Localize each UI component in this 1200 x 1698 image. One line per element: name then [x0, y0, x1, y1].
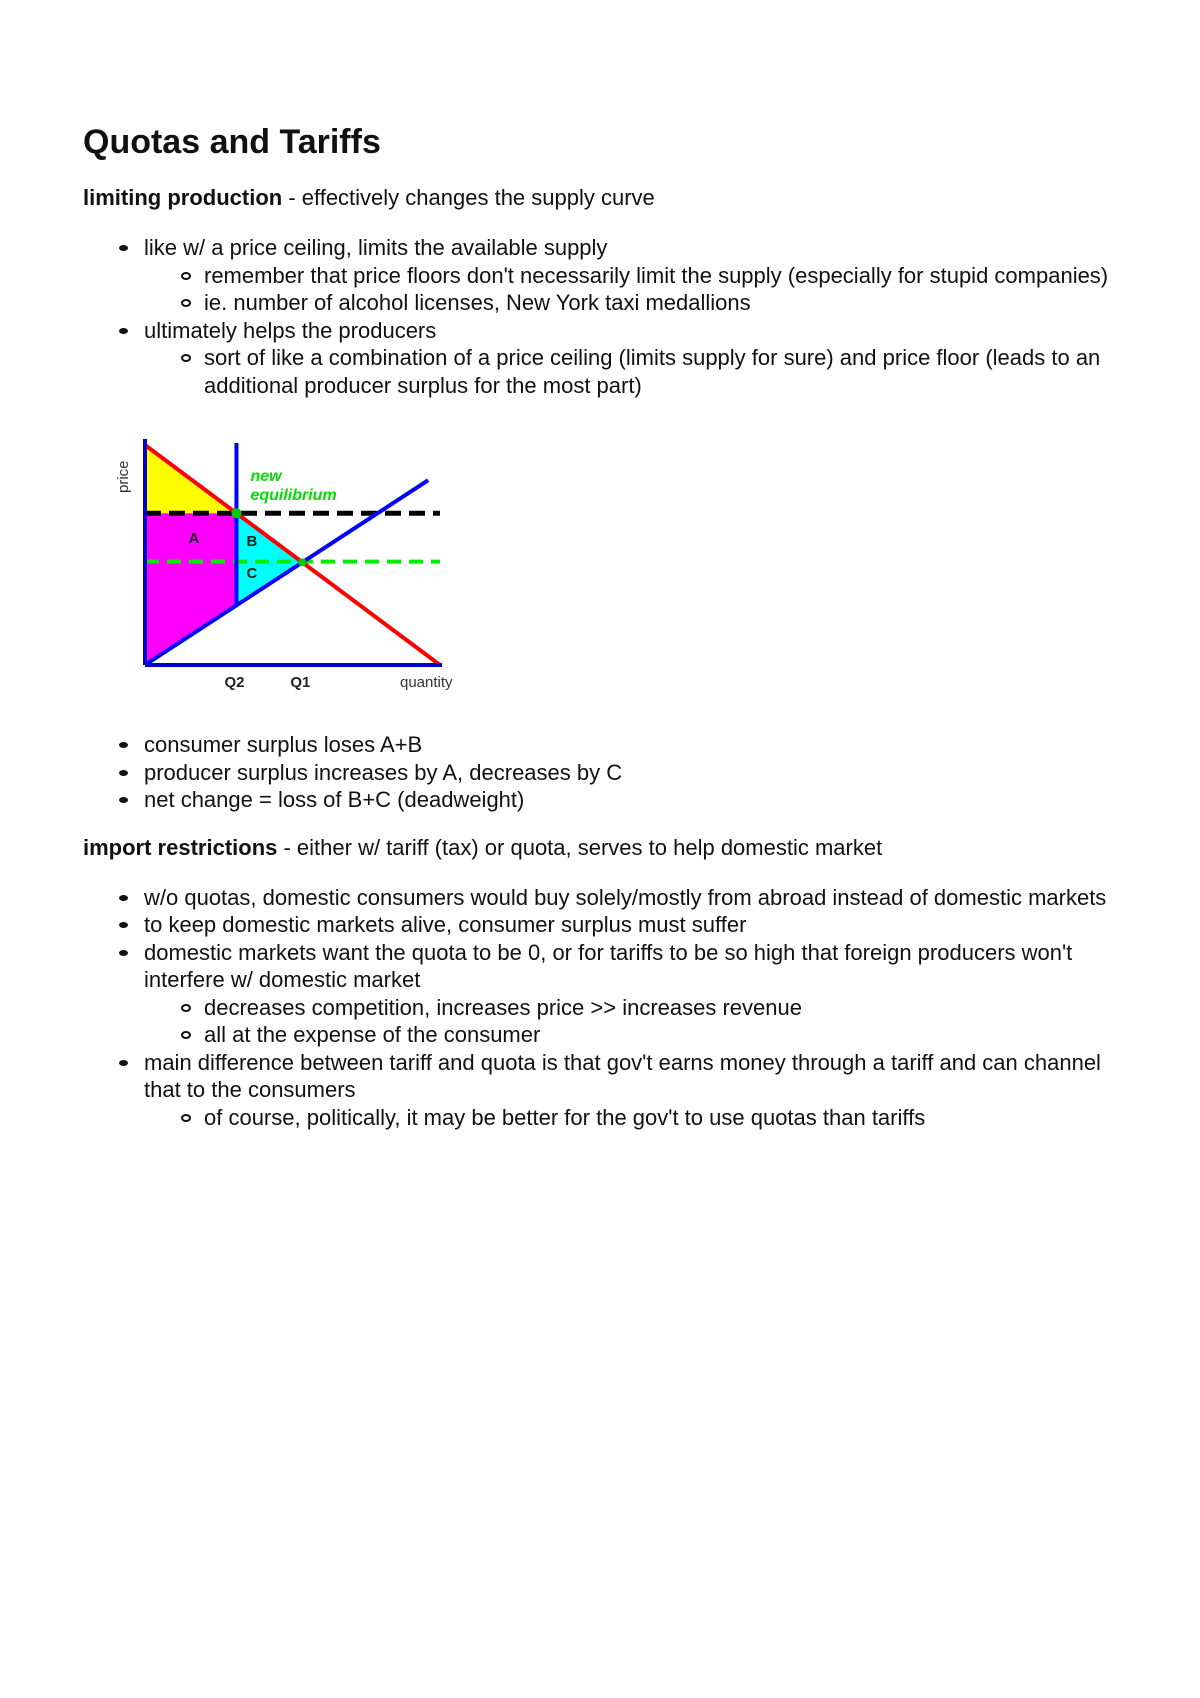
- region-label-c: C: [246, 565, 258, 583]
- bullet-icon: [119, 797, 128, 803]
- sub-list-item-text: of course, politically, it may be better for the gov't to use quotas than tariffs: [204, 1104, 926, 1130]
- desc-import-restrictions: - either w/ tariff (tax) or quota, serves to help domestic market: [277, 834, 883, 860]
- tick-label-q1: Q1: [290, 674, 311, 691]
- sub-list: [144, 1104, 1133, 1132]
- sub-list-item-text: ie. number of alcohol licenses, New York taxi medallions: [204, 290, 751, 315]
- sub-list-item-text: sort of like a combination of a price ceiling (limits supply for sure) and price floor (leads to an additional producer surplus for the most part): [204, 345, 1101, 398]
- sub-list: [144, 262, 1133, 317]
- bullet-icon: [119, 950, 128, 956]
- bullet-icon: [119, 895, 128, 901]
- bullet-icon: [119, 742, 128, 748]
- list-item-text: to keep domestic markets alive, consumer surplus must suffer: [144, 912, 747, 937]
- list-item: [83, 911, 1133, 939]
- sub-list: [144, 994, 1133, 1049]
- document-page: [83, 118, 1133, 1131]
- hollow-bullet-icon: [181, 1114, 191, 1122]
- region-b-c: [236, 513, 302, 605]
- list-item: [83, 786, 1133, 814]
- hollow-bullet-icon: [181, 1031, 191, 1039]
- y-axis-label: price: [115, 460, 132, 493]
- tick-label-q2: Q2: [224, 674, 245, 691]
- list-item: [83, 884, 1133, 912]
- list-item-text: ultimately helps the producers: [144, 317, 437, 343]
- list-item: [83, 234, 1133, 317]
- list-item: [83, 1049, 1133, 1132]
- list-item-text: w/o quotas, domestic consumers would buy solely/mostly from abroad instead of domestic markets: [144, 884, 1107, 910]
- sub-list-item: [83, 1021, 1133, 1049]
- hollow-bullet-icon: [181, 1004, 191, 1012]
- hollow-bullet-icon: [181, 272, 191, 280]
- heading-limiting-production: limiting production: [83, 185, 283, 210]
- desc-limiting-production: - effectively changes the supply curve: [282, 185, 655, 210]
- x-axis-label: quantity: [400, 674, 453, 691]
- list-item-text: main difference between tariff and quota is that gov't earns money through a tariff and can channel that to the consumers: [144, 1049, 1101, 1102]
- section-limiting-production: [83, 184, 1133, 212]
- sub-list-item: [83, 289, 1133, 317]
- heading-import-restrictions: import restrictions: [83, 834, 278, 860]
- chart-svg: [100, 433, 480, 693]
- bullet-icon: [119, 922, 128, 928]
- region-label-b: B: [246, 533, 258, 551]
- sub-list-item: [83, 1104, 1133, 1132]
- list-item: [83, 731, 1133, 759]
- sub-list-item-text: all at the expense of the consumer: [204, 1022, 541, 1047]
- sub-list-item: [83, 262, 1133, 290]
- list-item: [83, 759, 1133, 787]
- old-equilibrium-point: [298, 558, 306, 566]
- sub-list-item-text: remember that price floors don't necessarily limit the supply (especially for stupid companies): [204, 262, 1109, 288]
- list-import-restrictions: [83, 884, 1133, 1132]
- new-equilibrium-annotation: new equilibrium: [250, 468, 337, 504]
- page-title: Quotas and Tariffs: [83, 123, 381, 161]
- list-item-text: producer surplus increases by A, decreases by C: [144, 759, 623, 785]
- section-import-restrictions: [83, 834, 1133, 862]
- hollow-bullet-icon: [181, 299, 191, 307]
- bullet-icon: [119, 328, 128, 334]
- list-limiting-production: [83, 234, 1133, 399]
- region-label-a: A: [188, 530, 200, 548]
- list-surplus-changes: [83, 731, 1133, 814]
- list-item-text: net change = loss of B+C (deadweight): [144, 787, 525, 812]
- sub-list: [144, 344, 1133, 399]
- list-item-text: like w/ a price ceiling, limits the available supply: [144, 235, 608, 260]
- list-item-text: consumer surplus loses A+B: [144, 732, 423, 757]
- sub-list-item: [83, 994, 1133, 1022]
- supply-demand-chart: [100, 433, 480, 693]
- bullet-icon: [119, 245, 128, 251]
- sub-list-item-text: decreases competition, increases price >> increases revenue: [204, 994, 802, 1020]
- sub-list-item: [83, 344, 1133, 399]
- hollow-bullet-icon: [181, 354, 191, 362]
- bullet-icon: [119, 1060, 128, 1066]
- list-item-text: domestic markets want the quota to be 0, or for tariffs to be so high that foreign producers won't interfere w/ domestic market: [144, 939, 1073, 992]
- list-item: [83, 939, 1133, 1049]
- new-equilibrium-point: [231, 508, 241, 518]
- list-item: [83, 317, 1133, 400]
- bullet-icon: [119, 770, 128, 776]
